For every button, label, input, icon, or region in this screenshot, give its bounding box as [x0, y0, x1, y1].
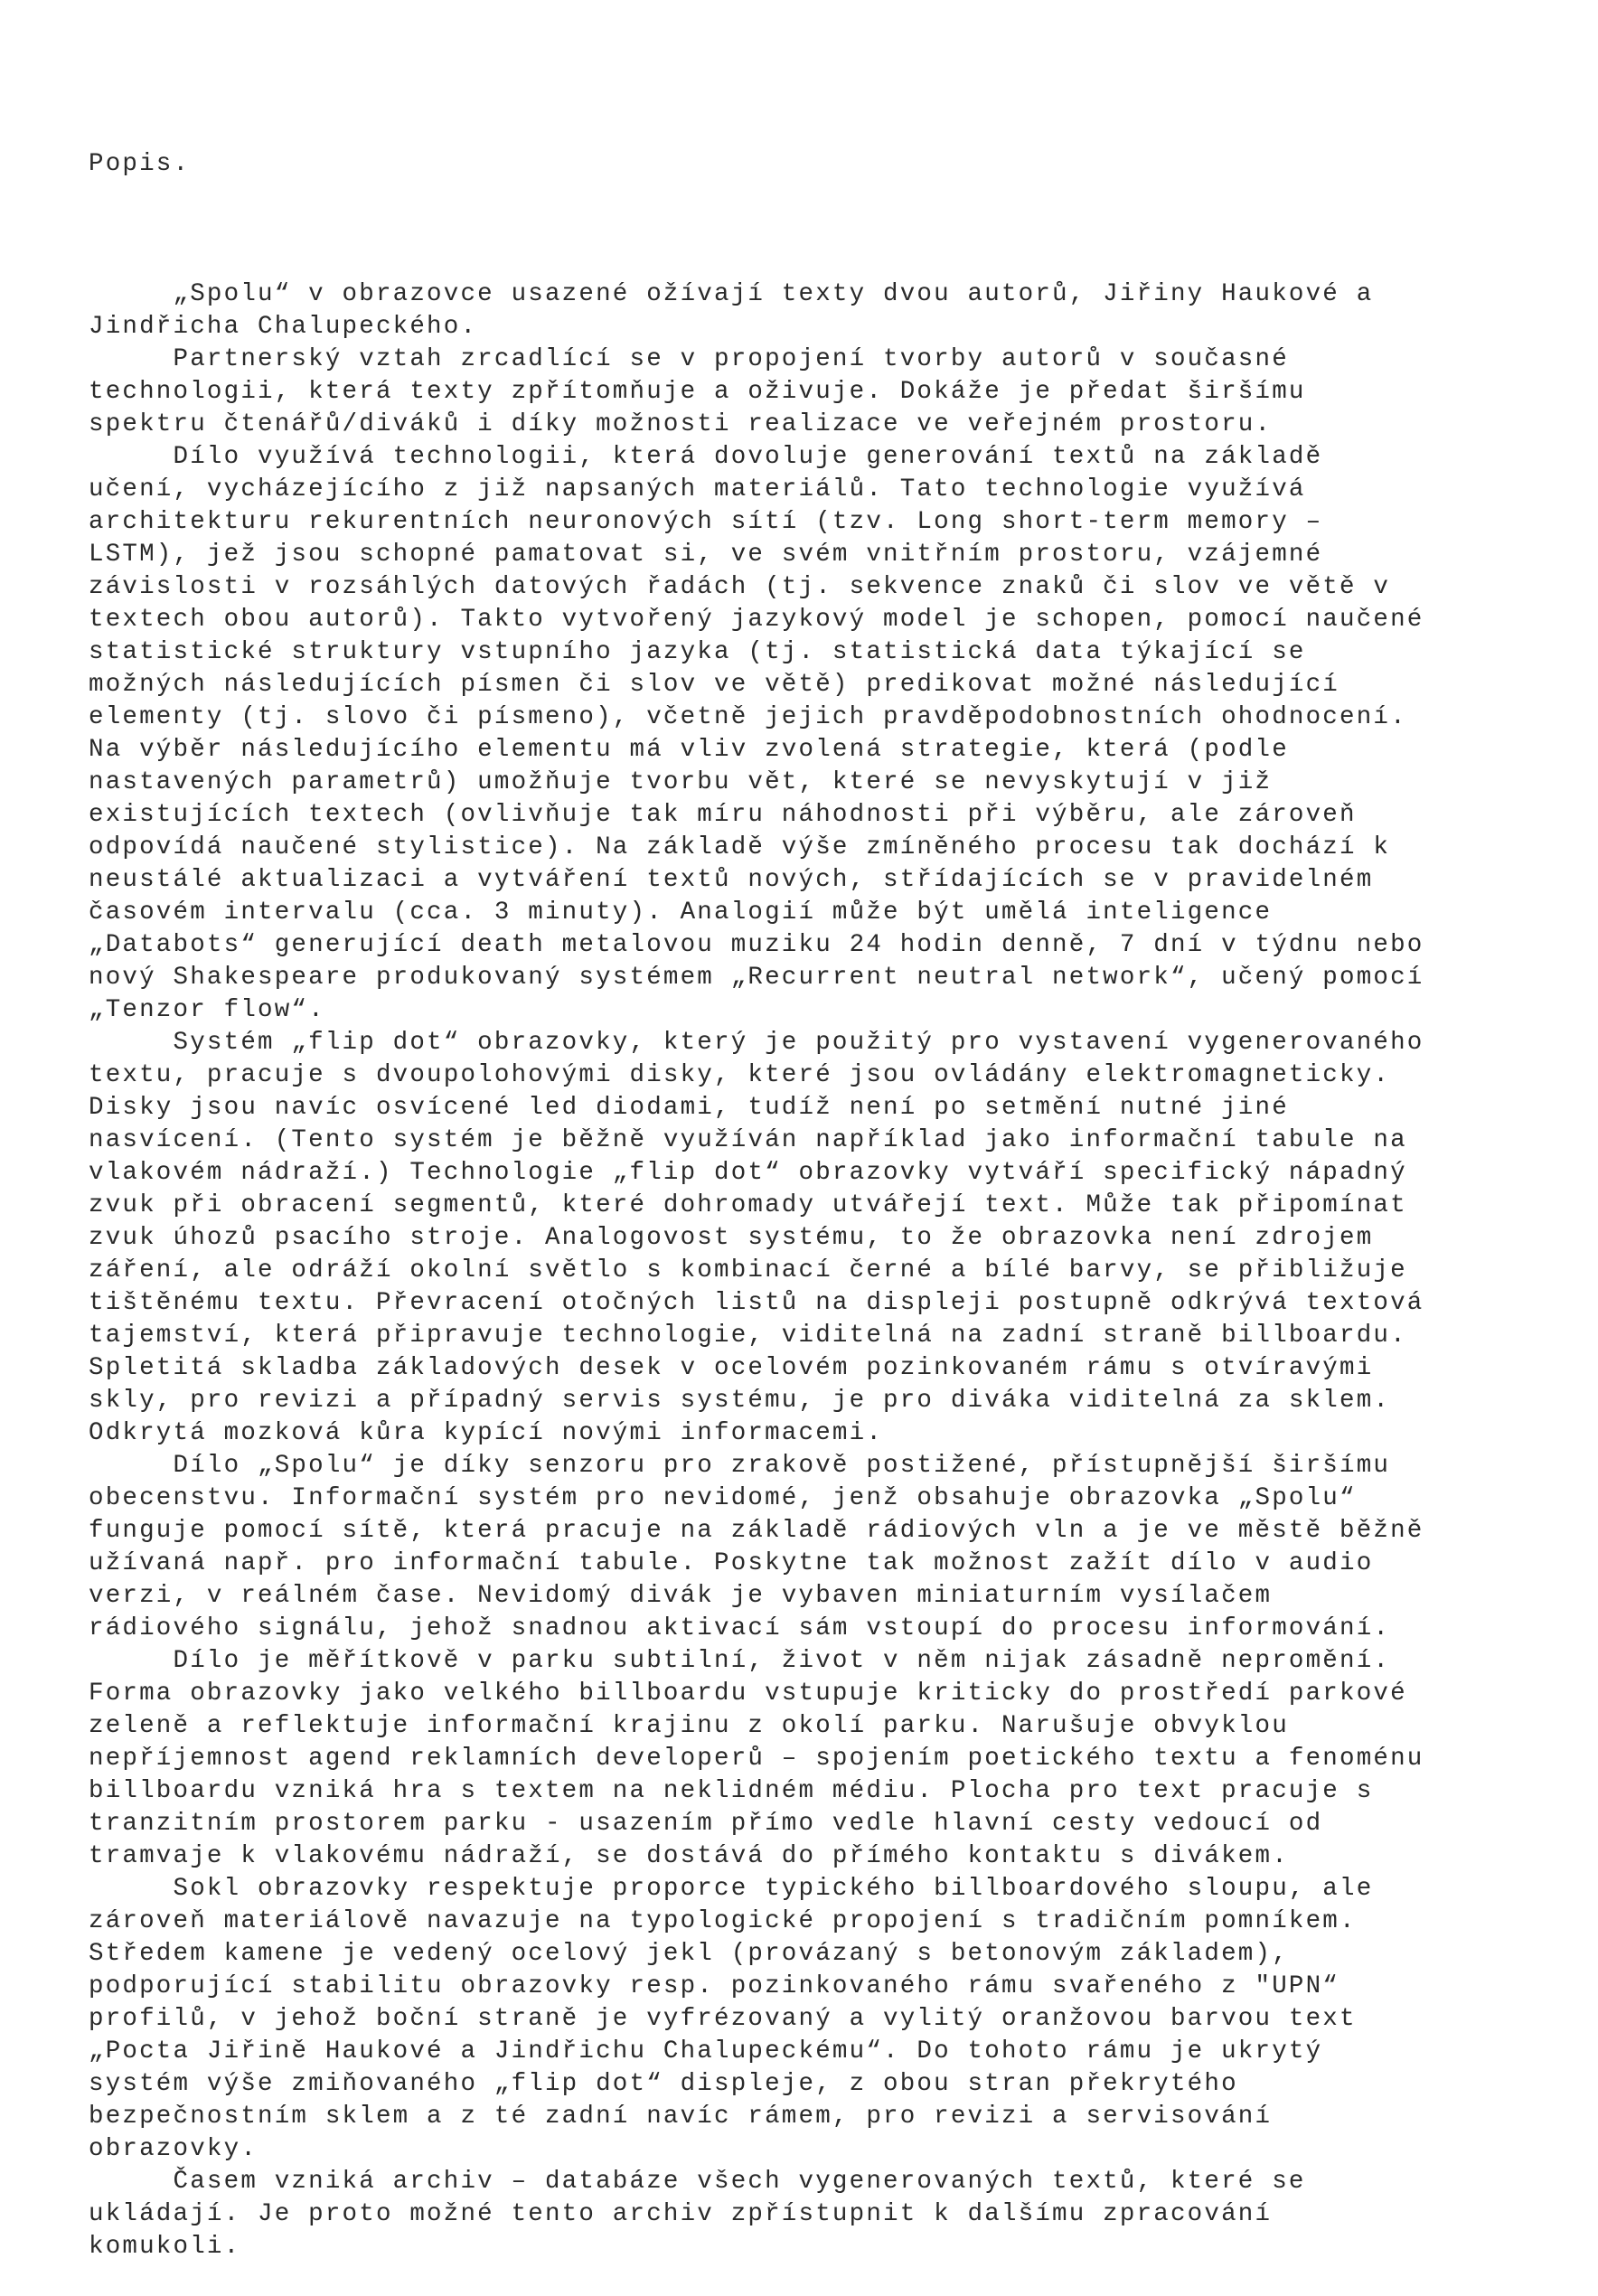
text-line: zvuk úhozů psacího stroje. Analogovost systému, to že obrazovka není zdrojem [89, 1224, 1374, 1252]
text-line: Odkrytá mozková kůra kypící novými informacemi. [89, 1419, 884, 1447]
text-line: užívaná např. pro informační tabule. Poskytne tak možnost zažít dílo v audio [89, 1549, 1374, 1577]
text-line: ukládají. Je proto možné tento archiv zpřístupnit k dalšímu zpracování [89, 2200, 1273, 2228]
document-body [89, 278, 1535, 2263]
text-line: zároveň materiálově navazuje na typologické propojení s tradičním pomníkem. [89, 1907, 1357, 1935]
text-line: podporující stabilitu obrazovky resp. pozinkovaného rámu svařeného z "UPN“ [89, 1972, 1340, 2000]
text-line: nový Shakespeare produkovaný systémem „Recurrent neutral network“, učený pomocí [89, 964, 1424, 992]
text-line: elementy (tj. slovo či písmeno), včetně jejich pravděpodobnostních ohodnocení. [89, 703, 1407, 731]
paragraph [89, 343, 1535, 441]
text-line: textu, pracuje s dvoupolohovými disky, které jsou ovládány elektromagneticky. [89, 1061, 1391, 1089]
text-line: Časem vzniká archiv – databáze všech vygenerovaných textů, které se [89, 2168, 1306, 2196]
text-line: Dílo je měřítkově v parku subtilní, život v něm nijak zásadně nepromění. [89, 1647, 1391, 1675]
text-line: bezpečnostním sklem a z té zadní navíc rámem, pro revizi a servisování [89, 2103, 1273, 2131]
text-line: zvuk při obracení segmentů, které dohromady utvářejí text. Může tak připomínat [89, 1191, 1407, 1219]
text-line: „Tenzor flow“. [89, 996, 325, 1024]
text-line: tajemství, která připravuje technologie, viditelná na zadní straně billboardu. [89, 1322, 1407, 1350]
text-line: statistické struktury vstupního jazyka (tj. statistická data týkající se [89, 638, 1306, 666]
text-line: Systém „flip dot“ obrazovky, který je použitý pro vystavení vygenerovaného [89, 1029, 1424, 1057]
text-line: možných následujících písmen či slov ve větě) predikovat možné následující [89, 671, 1340, 699]
text-line: existujících textech (ovlivňuje tak míru náhodnosti při výběru, ale zároveň [89, 801, 1357, 829]
document-page [89, 83, 1535, 2296]
text-line: LSTM), jež jsou schopné pamatovat si, ve svém vnitřním prostoru, vzájemné [89, 541, 1323, 569]
text-line: Forma obrazovky jako velkého billboardu vstupuje kriticky do prostředí parkové [89, 1680, 1407, 1708]
text-line: „Pocta Jiřině Haukové a Jindřichu Chalupeckému“. Do tohoto rámu je ukrytý [89, 2037, 1323, 2065]
text-line: záření, ale odráží okolní světlo s kombinací černé a bílé barvy, se přibližuje [89, 1256, 1407, 1284]
text-line: tramvaje k vlakovému nádraží, se dostává do přímého kontaktu s divákem. [89, 1842, 1289, 1870]
text-line: systém výše zmiňovaného „flip dot“ displeje, z obou stran překrytého [89, 2070, 1238, 2098]
text-line: učení, vycházejícího z již napsaných materiálů. Tato technologie využívá [89, 475, 1306, 503]
text-line: Dílo „Spolu“ je díky senzoru pro zrakově postižené, přístupnější širšímu [89, 1452, 1391, 1480]
text-line: billboardu vzniká hra s textem na neklidném médiu. Plocha pro text pracuje s [89, 1777, 1374, 1805]
text-line: rádiového signálu, jehož snadnou aktivací sám vstoupí do procesu informování. [89, 1614, 1391, 1642]
text-line: vlakovém nádraží.) Technologie „flip dot“ obrazovky vytváří specifický nápadný [89, 1159, 1407, 1187]
text-line: Partnerský vztah zrcadlící se v propojení tvorby autorů v současné [89, 345, 1289, 373]
text-line: Jindřicha Chalupeckého. [89, 313, 478, 341]
text-line: tranzitním prostorem parku - usazením přímo vedle hlavní cesty vedoucí od [89, 1810, 1323, 1838]
text-line: obrazovky. [89, 2135, 258, 2163]
text-line: technologii, která texty zpřítomňuje a oživuje. Dokáže je předat širšímu [89, 378, 1306, 406]
paragraph [89, 2166, 1535, 2263]
text-line: „Spolu“ v obrazovce usazené ožívají texty dvou autorů, Jiřiny Haukové a [89, 280, 1374, 308]
text-line: zeleně a reflektuje informační krajinu z okolí parku. Narušuje obvyklou [89, 1712, 1289, 1740]
text-line: skly, pro revizi a případný servis systému, je pro diváka viditelná za sklem. [89, 1387, 1391, 1415]
text-line: nepříjemnost agend reklamních developerů – spojením poetického textu a fenoménu [89, 1745, 1424, 1773]
text-line: obecenstvu. Informační systém pro nevidomé, jenž obsahuje obrazovka „Spolu“ [89, 1484, 1357, 1512]
text-line: závislosti v rozsáhlých datových řadách (tj. sekvence znaků či slov ve větě v [89, 573, 1391, 601]
text-line: architekturu rekurentních neuronových sítí (tzv. Long short-term memory – [89, 508, 1323, 536]
text-line: Spletitá skladba základových desek v ocelovém pozinkovaném rámu s otvíravými [89, 1354, 1374, 1382]
text-line: Na výběr následujícího elementu má vliv zvolená strategie, která (podle [89, 736, 1289, 764]
text-line: neustálé aktualizaci a vytváření textů nových, střídajících se v pravidelném [89, 866, 1374, 894]
text-line: profilů, v jehož boční straně je vyfrézovaný a vylitý oranžovou barvou text [89, 2005, 1357, 2033]
text-line: tištěnému textu. Převracení otočných listů na displeji postupně odkrývá textová [89, 1289, 1424, 1317]
text-line: verzi, v reálném čase. Nevidomý divák je vybaven miniaturním vysílačem [89, 1582, 1273, 1610]
text-line: nastavených parametrů) umožňuje tvorbu vět, které se nevyskytují v již [89, 768, 1273, 796]
paragraph [89, 278, 1535, 343]
document-title: Popis. [89, 150, 191, 178]
text-line: časovém intervalu (cca. 3 minuty). Analogií může být umělá inteligence [89, 899, 1273, 927]
paragraph [89, 1645, 1535, 1873]
text-line: komukoli. [89, 2233, 241, 2261]
text-line: odpovídá naučené stylistice). Na základě výše zmíněného procesu tak dochází k [89, 833, 1391, 861]
text-line: Dílo využívá technologii, která dovoluje generování textů na základě [89, 443, 1323, 471]
text-line: funguje pomocí sítě, která pracuje na základě rádiových vln a je ve městě běžně [89, 1517, 1424, 1545]
text-line: „Databots“ generující death metalovou muziku 24 hodin denně, 7 dní v týdnu nebo [89, 931, 1424, 959]
paragraph [89, 1027, 1535, 1450]
text-line: spektru čtenářů/diváků i díky možnosti realizace ve veřejném prostoru. [89, 410, 1273, 438]
text-line: Disky jsou navíc osvícené led diodami, tudíž není po setmění nutné jiné [89, 1094, 1289, 1122]
text-line: textech obou autorů). Takto vytvořený jazykový model je schopen, pomocí naučené [89, 606, 1424, 634]
text-line: Středem kamene je vedený ocelový jekl (provázaný s betonovým základem), [89, 1940, 1289, 1968]
text-line: nasvícení. (Tento systém je běžně využíván například jako informační tabule na [89, 1126, 1407, 1154]
paragraph [89, 1450, 1535, 1645]
text-line: Sokl obrazovky respektuje proporce typického billboardového sloupu, ale [89, 1875, 1374, 1903]
paragraph [89, 441, 1535, 1027]
paragraph [89, 1873, 1535, 2166]
